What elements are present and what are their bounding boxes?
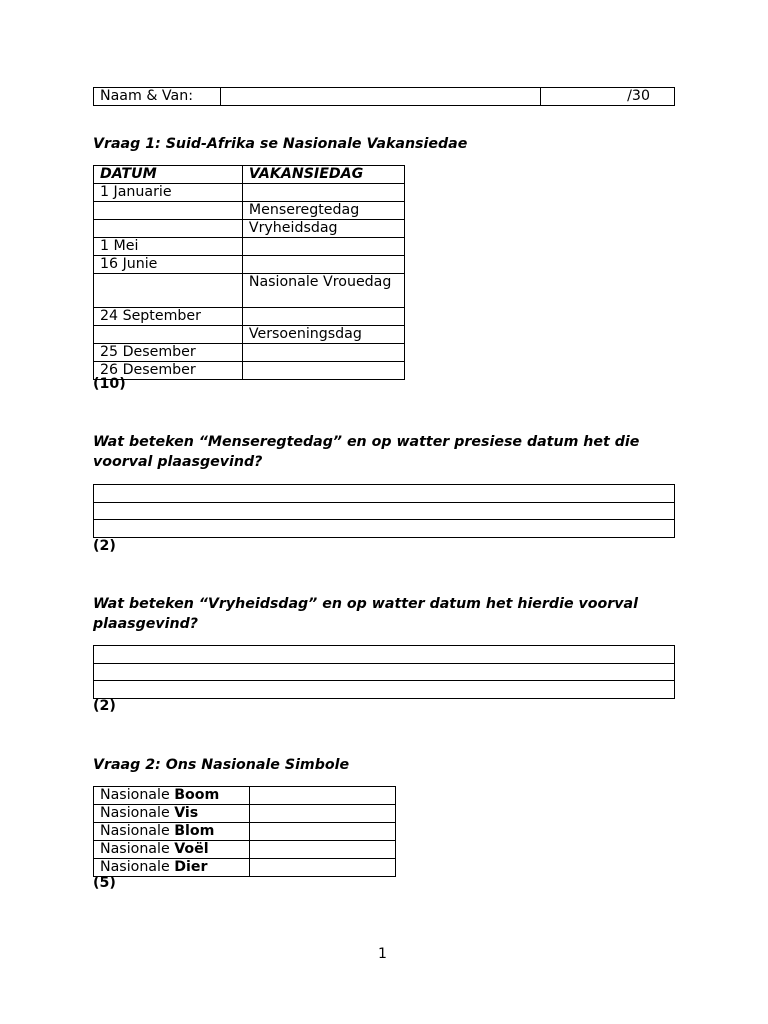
q1a-marks: (2): [93, 538, 116, 554]
symbol-answer[interactable]: [250, 841, 396, 859]
holiday-date-cell[interactable]: [94, 220, 243, 238]
name-field[interactable]: [221, 88, 541, 106]
symbol-label: Nasionale Vis: [94, 805, 250, 823]
answer-line[interactable]: [94, 681, 675, 699]
holiday-name-cell[interactable]: [242, 238, 404, 256]
name-score-table: [93, 87, 675, 106]
holiday-name-cell[interactable]: Nasionale Vrouedag: [242, 274, 404, 308]
holiday-date-cell[interactable]: [94, 274, 243, 308]
symbol-answer[interactable]: [250, 787, 396, 805]
symbol-label: Nasionale Dier: [94, 859, 250, 877]
holiday-date-cell[interactable]: [94, 202, 243, 220]
symbol-label: Nasionale Blom: [94, 823, 250, 841]
holiday-name-cell[interactable]: [242, 308, 404, 326]
holiday-date-cell[interactable]: 24 September: [94, 308, 243, 326]
answer-line[interactable]: [94, 485, 675, 503]
holidays-table: [93, 165, 405, 380]
holiday-date-cell[interactable]: 16 Junie: [94, 256, 243, 274]
holiday-name-cell[interactable]: [242, 184, 404, 202]
page-number: 1: [378, 946, 387, 962]
symbol-answer[interactable]: [250, 823, 396, 841]
holiday-name-cell[interactable]: Menseregtedag: [242, 202, 404, 220]
score-total: /30: [541, 88, 675, 106]
holiday-name-cell[interactable]: Vryheidsdag: [242, 220, 404, 238]
q1a-question: Wat beteken “Menseregtedag” en op watter presiese datum het die voorval plaasgevind?: [93, 434, 640, 470]
answer-line[interactable]: [94, 646, 675, 664]
symbol-answer[interactable]: [250, 805, 396, 823]
holiday-name-cell[interactable]: [242, 256, 404, 274]
symbol-label: Nasionale Boom: [94, 787, 250, 805]
col-header-holiday: VAKANSIEDAG: [242, 166, 404, 184]
symbols-table: [93, 786, 396, 877]
name-label: Naam & Van:: [94, 88, 221, 106]
symbol-label: Nasionale Voël: [94, 841, 250, 859]
symbol-answer[interactable]: [250, 859, 396, 877]
q1-marks: (10): [93, 376, 126, 392]
holiday-date-cell[interactable]: 25 Desember: [94, 344, 243, 362]
answer-line[interactable]: [94, 520, 675, 538]
holiday-date-cell[interactable]: [94, 326, 243, 344]
q1a-answer-box: [93, 484, 675, 538]
q1b-answer-box: [93, 645, 675, 699]
holiday-date-cell[interactable]: 26 Desember: [94, 362, 243, 380]
col-header-date: DATUM: [94, 166, 243, 184]
holiday-name-cell[interactable]: [242, 362, 404, 380]
holiday-date-cell[interactable]: 1 Mei: [94, 238, 243, 256]
q1b-question: Wat beteken “Vryheidsdag” en op watter datum het hierdie voorval plaasgevind?: [93, 596, 638, 632]
holiday-name-cell[interactable]: Versoeningsdag: [242, 326, 404, 344]
q2-marks: (5): [93, 875, 116, 891]
q1b-marks: (2): [93, 698, 116, 714]
q2-title: Vraag 2: Ons Nasionale Simbole: [93, 757, 350, 773]
holiday-date-cell[interactable]: 1 Januarie: [94, 184, 243, 202]
answer-line[interactable]: [94, 503, 675, 520]
answer-line[interactable]: [94, 664, 675, 681]
holiday-name-cell[interactable]: [242, 344, 404, 362]
q1-title: Vraag 1: Suid-Afrika se Nasionale Vakansiedae: [93, 136, 468, 152]
